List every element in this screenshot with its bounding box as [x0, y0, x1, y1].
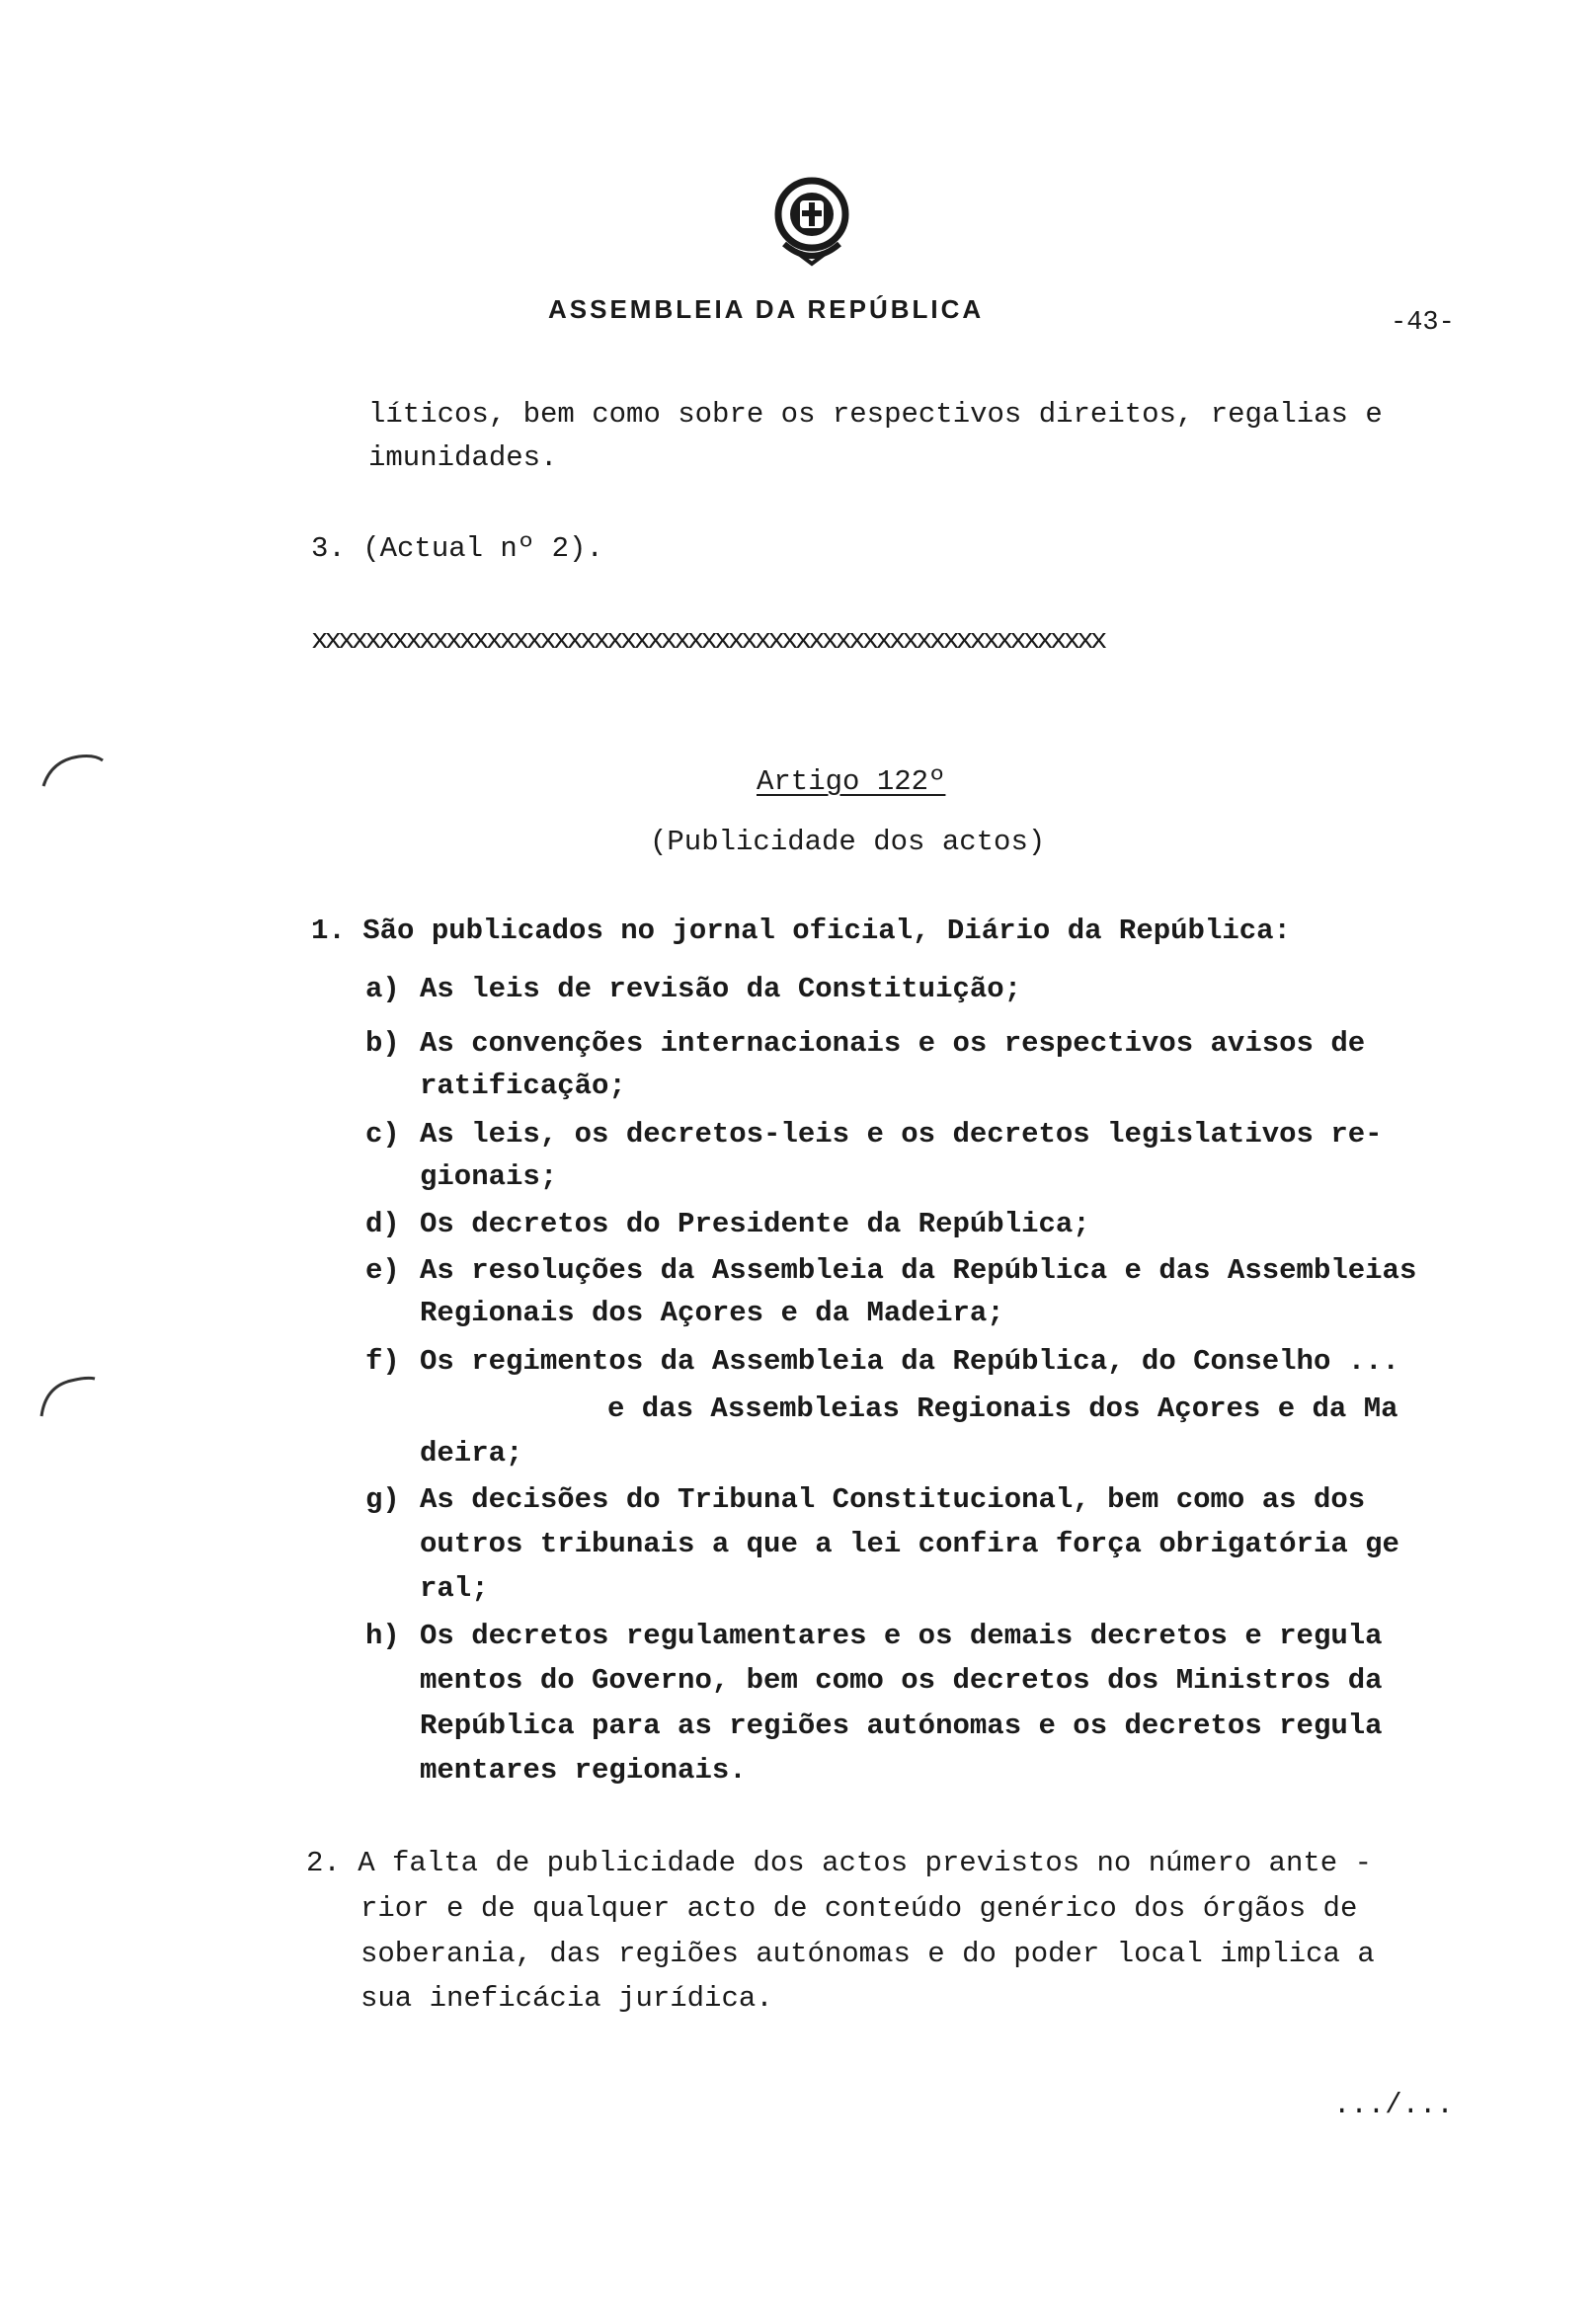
item-text: mentos do Governo, bem como os decretos dos Ministros da [420, 1664, 1383, 1697]
item-text: ral; [420, 1572, 489, 1605]
item-text: Os regimentos da Assembleia da República, do Conselho ... [420, 1345, 1399, 1378]
item-text: mentares regionais. [420, 1754, 747, 1787]
item-text: Regionais dos Açores e da Madeira; [420, 1297, 1004, 1329]
margin-mark [36, 1373, 105, 1422]
item-label: c) [365, 1118, 400, 1151]
item-text: As decisões do Tribunal Constitucional, bem como as dos [420, 1483, 1366, 1516]
item-text: As resoluções da Assembleia da República e das Assembleias [420, 1254, 1417, 1287]
item-text: As leis, os decretos-leis e os decretos legislativos re- [420, 1118, 1383, 1151]
continuation-line: imunidades. [368, 441, 558, 474]
item-text: outros tribunais a que a lei confira força obrigatória ge [420, 1528, 1399, 1560]
item-text: ratificação; [420, 1070, 626, 1102]
item-label: e) [365, 1254, 400, 1287]
item-text: Os decretos regulamentares e os demais decretos e regula [420, 1620, 1383, 1652]
item-text: deira; [420, 1437, 523, 1470]
item-label: g) [365, 1483, 400, 1516]
separator-line: xxxxxxxxxxxxxxxxxxxxxxxxxxxxxxxxxxxxxxxxxxxxxxxxxxxxxxxxxxx [311, 624, 1104, 657]
margin-mark [40, 751, 109, 790]
para2-line: rior e de qualquer acto de conteúdo genérico dos órgãos de [360, 1892, 1358, 1925]
item-text: Os decretos do Presidente da República; [420, 1208, 1090, 1240]
item-text: As convenções internacionais e os respectivos avisos de [420, 1027, 1366, 1060]
para2-line: sua ineficácia jurídica. [360, 1982, 773, 2015]
item-text: República para as regiões autónomas e os decretos regula [420, 1710, 1383, 1742]
item-label: h) [365, 1620, 400, 1652]
item-label: d) [365, 1208, 400, 1240]
coat-of-arms-icon [766, 173, 857, 272]
para2-line: soberania, das regiões autónomas e do poder local implica a [360, 1938, 1375, 1970]
para2-line: 2. A falta de publicidade dos actos previstos no número ante - [306, 1847, 1372, 1879]
continues-marker: .../... [1333, 2089, 1454, 2121]
item-text: gionais; [420, 1160, 558, 1193]
item-text: e das Assembleias Regionais dos Açores e da Ma [607, 1392, 1398, 1425]
item-label: a) [365, 973, 400, 1005]
para1-intro: 1. São publicados no jornal oficial, Diário da República: [311, 915, 1291, 947]
page-number: -43- [1391, 308, 1455, 338]
item-label: f) [365, 1345, 400, 1378]
article-title: Artigo 122º [757, 765, 946, 798]
article-subtitle: (Publicidade dos actos) [650, 826, 1046, 858]
item-3: 3. (Actual nº 2). [311, 532, 603, 565]
continuation-line: líticos, bem como sobre os respectivos direitos, regalias e [368, 398, 1383, 431]
item-text: As leis de revisão da Constituição; [420, 973, 1022, 1005]
item-label: b) [365, 1027, 400, 1060]
institution-header: ASSEMBLEIA DA REPÚBLICA [548, 294, 985, 324]
